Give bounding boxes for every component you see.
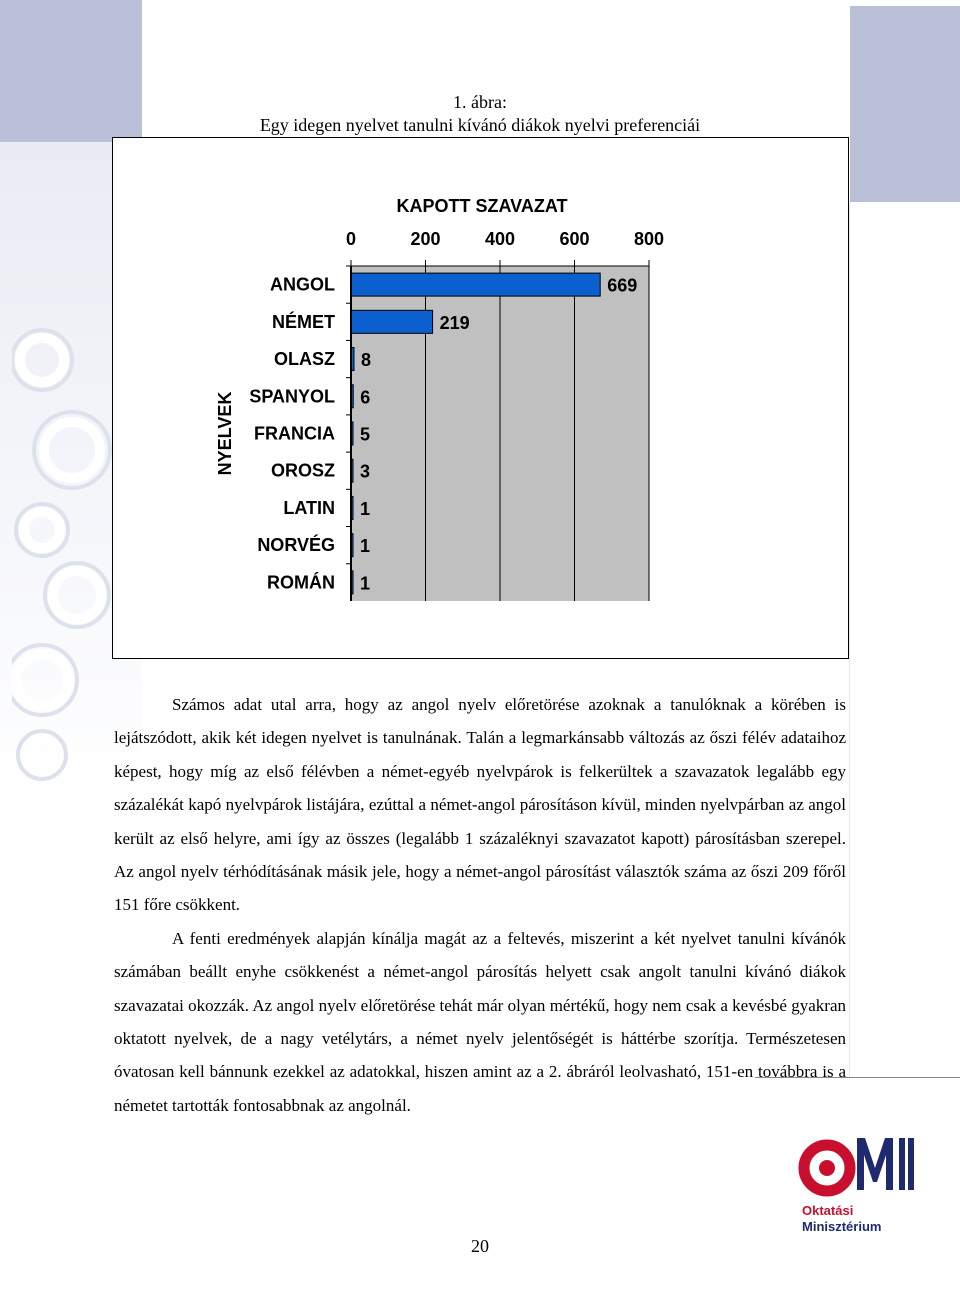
x-tick-label: 200 bbox=[410, 229, 441, 249]
bar-chart bbox=[113, 138, 848, 658]
category-label: OLASZ bbox=[274, 349, 335, 370]
figure-title bbox=[140, 91, 820, 137]
x-tick-label: 600 bbox=[559, 229, 590, 249]
x-tick-label: 400 bbox=[484, 229, 516, 249]
background-block-top-left bbox=[0, 0, 142, 142]
figure-caption: Egy idegen nyelvet tanulni kívánó diákok nyelvi preferenciái bbox=[259, 115, 701, 135]
category-label: ANGOL bbox=[270, 274, 335, 295]
data-label: 219 bbox=[439, 312, 470, 333]
data-label: 3 bbox=[360, 461, 371, 482]
body-text bbox=[114, 688, 846, 1122]
category-label: FRANCIA bbox=[254, 423, 335, 444]
category-label: NÉMET bbox=[272, 311, 335, 332]
page-number: 20 bbox=[471, 1236, 489, 1256]
x-tick-label: 800 bbox=[633, 229, 665, 249]
decorative-rings bbox=[12, 320, 122, 790]
category-label: LATIN bbox=[283, 497, 335, 518]
bar bbox=[351, 273, 600, 296]
category-label: NORVÉG bbox=[257, 535, 335, 556]
data-label: 5 bbox=[360, 424, 371, 445]
paragraph: Számos adat utal arra, hogy az angol nyelv előretörése azoknak a tanulóknak a körében is lejátszódott, akik két idegen nyelvet is tanulnának. Talán a legmarkánsabb változás az őszi félév adataihoz képest, hogy míg az első félévben a német-egyéb nyelvpárok is felkerültek a szavazatok legalább egy százalékát kapó nyelvpárok listájára, ezúttal a német-angol párosításon kívül, minden nyelvpárban az angol került az első helyre, ami így az összes (legalább 1 százaléknyi szavazatot kapott) párosításban szerepel. Az angol nyelv térhódításának másik jele, hogy a német-angol párosítást választók száma az őszi 209 főről 151 főre csökkent. bbox=[114, 695, 846, 915]
x-tick-label: 0 bbox=[345, 229, 357, 249]
data-label: 8 bbox=[360, 350, 371, 371]
data-label: 1 bbox=[360, 536, 371, 557]
logo-caption bbox=[802, 1203, 881, 1235]
data-label: 1 bbox=[360, 498, 371, 519]
data-label: 6 bbox=[360, 387, 371, 408]
logo-caption-line2: Minisztérium bbox=[802, 1219, 882, 1234]
figure-label: 1. ábra: bbox=[453, 92, 507, 112]
chart-title: KAPOTT SZAVAZAT bbox=[396, 196, 568, 216]
category-label: OROSZ bbox=[270, 460, 335, 481]
data-label: 669 bbox=[607, 275, 638, 296]
y-axis-label: NYELVEK bbox=[215, 391, 235, 476]
chart-frame bbox=[112, 137, 849, 659]
bar bbox=[351, 310, 433, 333]
background-block-top-right bbox=[850, 6, 960, 202]
category-label: ROMÁN bbox=[267, 572, 335, 593]
category-label: SPANYOL bbox=[249, 386, 335, 407]
logo-caption-line1: Oktatási bbox=[802, 1203, 854, 1218]
background-strip-right bbox=[849, 202, 960, 1077]
paragraph: A fenti eredmények alapján kínálja magát az a feltevés, miszerint a két nyelvet tanulni kívánók számában beállt enyhe csökkenést a német-angol párosítás helyett csak angolt tanulni kívánó diákok szavazatai okozzák. Az angol nyelv előretörése tehát már olyan mértékű, hogy nem csak a kevésbé gyakran oktatott nyelvek, de a nagy vetélytárs, a német nyelv jelentőségét is háttérbe szorítja. Természetesen óvatosan kell bánnunk ezekkel az adatokkal, hiszen amint az a 2. ábráról leolvasható, 151-en továbbra is a németet tartották fontosabbnak az angolnál. bbox=[114, 928, 846, 1115]
data-label: 1 bbox=[360, 573, 371, 594]
